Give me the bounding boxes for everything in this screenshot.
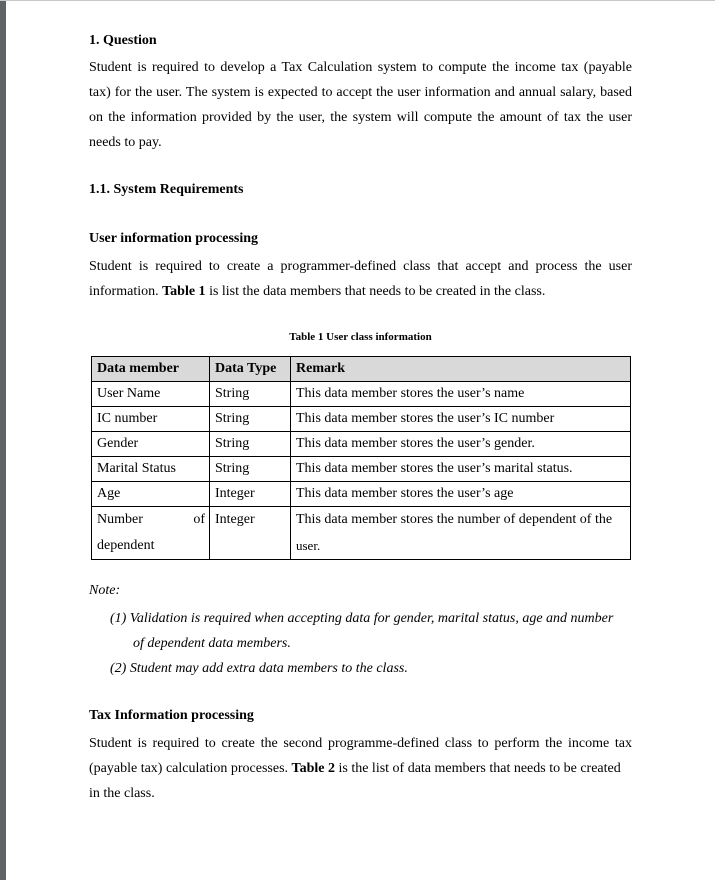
system-requirements-heading: 1.1. System Requirements <box>89 182 244 197</box>
cell-text: This data member stores the number of dependent of the <box>296 512 613 527</box>
table-row <box>92 407 631 432</box>
table-cell <box>92 507 210 560</box>
table-cell: This data member stores the user’s name <box>291 382 631 407</box>
window-left-edge <box>0 0 6 880</box>
paragraph-line: Student is required to create a programmer-defined class that accept and process the user <box>89 259 632 274</box>
text-run: information. <box>89 284 163 299</box>
table-cell: String <box>210 432 291 457</box>
cell-text: dependent <box>97 538 155 553</box>
table-ref: Table 1 <box>162 284 206 299</box>
user-class-table <box>91 356 631 560</box>
table-cell <box>291 507 631 560</box>
table-cell: Gender <box>92 432 210 457</box>
page-top-border <box>0 0 715 1</box>
header-data-member: Data member <box>92 357 210 382</box>
text-run: is list the data members that needs to be created in the class. <box>205 284 546 299</box>
tax-info-paragraph <box>89 731 632 806</box>
paragraph-line: tax) for the user. The system is expected to accept the user information and annual salary, based <box>89 85 632 100</box>
tax-info-heading: Tax Information processing <box>89 708 254 723</box>
table-row <box>92 457 631 482</box>
text-run: is the list of data members that needs to be created <box>334 761 621 776</box>
note-line: (1) Validation is required when accepting data for gender, marital status, age and number <box>110 611 614 626</box>
header-data-type: Data Type <box>210 357 291 382</box>
table-cell: This data member stores the user’s IC number <box>291 407 631 432</box>
table-cell: Integer <box>210 507 291 560</box>
paragraph-line: needs to pay. <box>89 135 162 150</box>
paragraph-line: on the information provided by the user, the system will compute the amount of tax the user <box>89 110 632 125</box>
table-row <box>92 382 631 407</box>
table-cell: String <box>210 457 291 482</box>
table-row <box>92 507 631 560</box>
note-line: of dependent data members. <box>133 636 291 651</box>
paragraph-line: Student is required to develop a Tax Calculation system to compute the income tax (payable <box>89 60 632 75</box>
paragraph-line: in the class. <box>89 786 155 801</box>
table-cell: User Name <box>92 382 210 407</box>
table-ref: Table 2 <box>291 761 335 776</box>
user-info-heading: User information processing <box>89 231 259 246</box>
table-row <box>92 482 631 507</box>
user-info-paragraph <box>89 254 632 304</box>
text-run: (payable tax) calculation processes. <box>89 761 292 776</box>
note-item-1 <box>110 606 632 656</box>
cell-text: user. <box>296 538 321 553</box>
table-cell: String <box>210 382 291 407</box>
question-paragraph <box>89 55 632 155</box>
note-item-2: (2) Student may add extra data members to the class. <box>110 661 408 676</box>
header-remark: Remark <box>291 357 631 382</box>
table-cell: This data member stores the user’s marital status. <box>291 457 631 482</box>
table-cell: String <box>210 407 291 432</box>
cell-text: Number <box>97 512 143 527</box>
paragraph-line <box>89 756 632 781</box>
paragraph-line <box>89 279 632 304</box>
paragraph-line: Student is required to create the second programme-defined class to perform the income tax <box>89 736 632 751</box>
note-title: Note: <box>89 583 121 598</box>
table-cell: This data member stores the user’s age <box>291 482 631 507</box>
question-heading: 1. Question <box>89 33 157 48</box>
table-caption: Table 1 User class information <box>289 331 432 343</box>
table-row <box>92 432 631 457</box>
cell-text: of <box>193 512 205 527</box>
table-cell: Integer <box>210 482 291 507</box>
table-cell: IC number <box>92 407 210 432</box>
table-header-row <box>92 357 631 382</box>
table-cell: This data member stores the user’s gender. <box>291 432 631 457</box>
table-cell: Marital Status <box>92 457 210 482</box>
table-cell: Age <box>92 482 210 507</box>
